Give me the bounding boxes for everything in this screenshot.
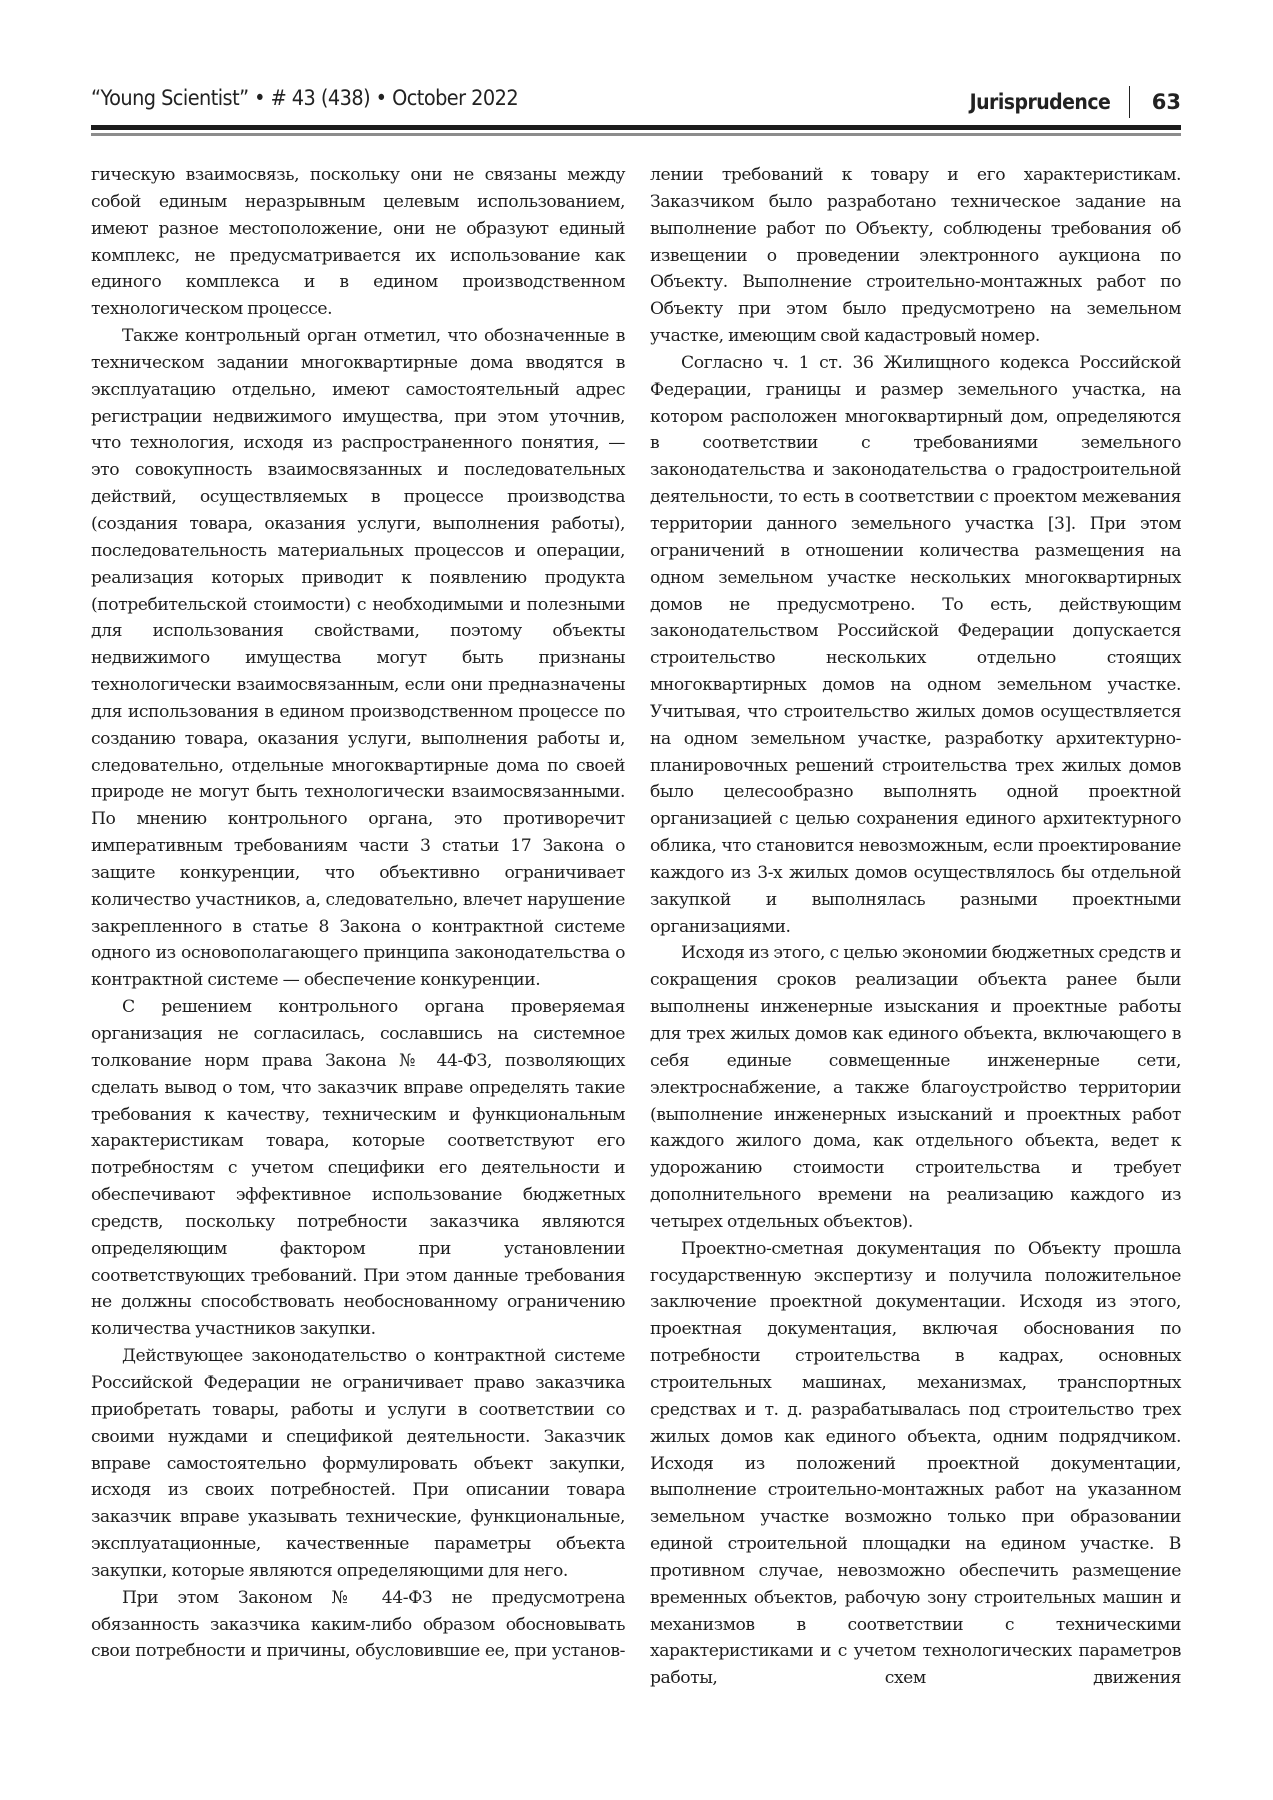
paragraph: При этом Законом № 44-ФЗ не предусмотрена обязанность заказчика каким-либо образом обосновывать свои потребности и причины, обусловившие ее, при установ- xyxy=(91,1587,625,1662)
paragraph: С решением контрольного органа проверяемая организация не согласилась, сославшись на системное толкование норм права Закона № 44-ФЗ, позволяющих сделать вывод о том, что заказчик вправе определять такие требования к качеству, техническим и функциональным характеристикам товара, которые соответствуют его потребностям с учетом специфики его деятельности и обеспечивают эффективное использование бюджетных средств, поскольку потребности заказчика являются определяющим фактором при установлении соответствующих требований. При этом данные требования не должны способствовать необоснованному ограничению количества участников закупки. xyxy=(91,997,625,1340)
right-column xyxy=(650,162,1181,1692)
paragraph: Также контрольный орган отметил, что обозначенные в техническом задании многоквартирные дома вводятся в эксплуатацию отдельно, имеют самостоятельный адрес регистрации недвижимого имущества, при этом уточнив, что технология, исходя из распространенного понятия, — это совокупность взаимосвязанных и последовательных действий, осуществляемых в процессе производства (создания товара, оказания услуги, выполнения работы), последовательность материальных процессов и операции, реализация которых приводит к появлению продукта (потребительской стоимости) с необходимыми и полезными для использования свойствами, поэтому объекты недвижимого имущества могут быть признаны технологически взаимосвязанным, если они предназначены для использования в едином производственном процессе по созданию товара, оказания услуги, выполнения работы и, следовательно, отдельные многоквартирные дома по своей природе не могут быть технологически взаимосвязанными. По мнению контрольного органа, это противоречит императивным требованиям части 3 статьи 17 Закона о защите конкуренции, что объективно ограничивает количество участников, а, следовательно, влечет нарушение закрепленного в статье 8 Закона о контрактной системе одного из основополагающего принципа законодательства о контрактной системе — обеспечение конкуренции. xyxy=(91,326,625,991)
section-and-page xyxy=(954,84,1181,120)
left-column xyxy=(91,162,625,1665)
paragraph: Исходя из этого, с целью экономии бюджетных средств и сокращения сроков реализации объекта ранее были выполнены инженерные изыскания и проектные работы для трех жилых домов как единого объекта, включающего в себя единые совмещенные инженерные сети, электроснабжение, а также благоустройство территории (выполнение инженерных изысканий и проектных работ каждого жилого дома, как отдельного объекта, ведет к удорожанию стоимости строительства и требует дополнительного времени на реализацию каждого из четырех отдельных объектов). xyxy=(650,943,1181,1232)
paragraph: Действующее законодательство о контрактной системе Российской Федерации не ограничивает право заказчика приобретать товары, работы и услуги в соответствии со своими нуждами и спецификой деятельности. Заказчик вправе самостоятельно формулировать объект закупки, исходя из своих потребностей. При описании товара заказчик вправе указывать технические, функциональные, эксплуатационные, качественные параметры объекта закупки, которые являются определяющими для него. xyxy=(91,1346,625,1581)
paragraph: гическую взаимосвязь, поскольку они не связаны между собой единым неразрывным целевым использованием, имеют разное местоположение, они не образуют единый комплекс, не предусматривается их использование как единого комплекса и в едином производственном технологическом процессе. xyxy=(91,165,625,320)
running-head xyxy=(91,84,1181,120)
page-number: 63 xyxy=(1151,90,1181,114)
paragraph: Согласно ч. 1 ст. 36 Жилищного кодекса Российской Федерации, границы и размер земельного участка, на котором расположен многоквартирный дом, определяются в соответствии с требованиями земельного законодательства и законодательства о градостроительной деятельности, то есть в соответствии с проектом межевания территории данного земельного участка [3]. При этом ограничений в отношении количества размещения на одном земельном участке нескольких многоквартирных домов не предусмотрено. То есть, действующим законодательством Российской Федерации допускается строительство нескольких отдельно стоящих многоквартирных домов на одном земельном участке. Учитывая, что строительство жилых домов осуществляется на одном земельном участке, разработку архитектурно-планировочных решений строительства трех жилых домов было целесообразно выполнять одной проектной организацией с целью сохранения единого архитектурного облика, что становится невозможным, если проектирование каждого из 3-х жилых домов осуществлялось бы отдельной закупкой и выполнялась разными проектными организациями. xyxy=(650,352,1181,937)
paragraph: Проектно-сметная документация по Объекту прошла государственную экспертизу и получила положительное заключение проектной документации. Исходя из этого, проектная документация, включая обоснования по потребности строительства в кадрах, основных строительных машинах, механизмах, транспортных средствах и т. д. разрабатывалась под строительство трех жилых домов как единого объекта, одним подрядчиком. Исходя из положений проектной документации, выполнение строительно-монтажных работ на указанном земельном участке возможно только при образовании единой строительной площадки на едином участке. В противном случае, невозможно обеспечить размещение временных объектов, рабочую зону строительных машин и механизмов в соответствии с техническими характеристиками и с учетом технологических параметров работы, схем движения xyxy=(650,1238,1181,1689)
paragraph: лении требований к товару и его характеристикам. Заказчиком было разработано техническое задание на выполнение работ по Объекту, соблюдены требования об извещении о проведении электронного аукциона по Объекту. Выполнение строительно-монтажных работ по Объекту при этом было предусмотрено на земельном участке, имеющим свой кадастровый номер. xyxy=(650,165,1181,347)
header-rule-thick xyxy=(91,125,1181,130)
section-title: Jurisprudence xyxy=(970,90,1111,114)
journal-issue-info: “Young Scientist” • # 43 (438) • October 2022 xyxy=(91,86,519,110)
header-rule-thin xyxy=(91,133,1181,136)
header-vertical-divider xyxy=(1129,86,1130,118)
